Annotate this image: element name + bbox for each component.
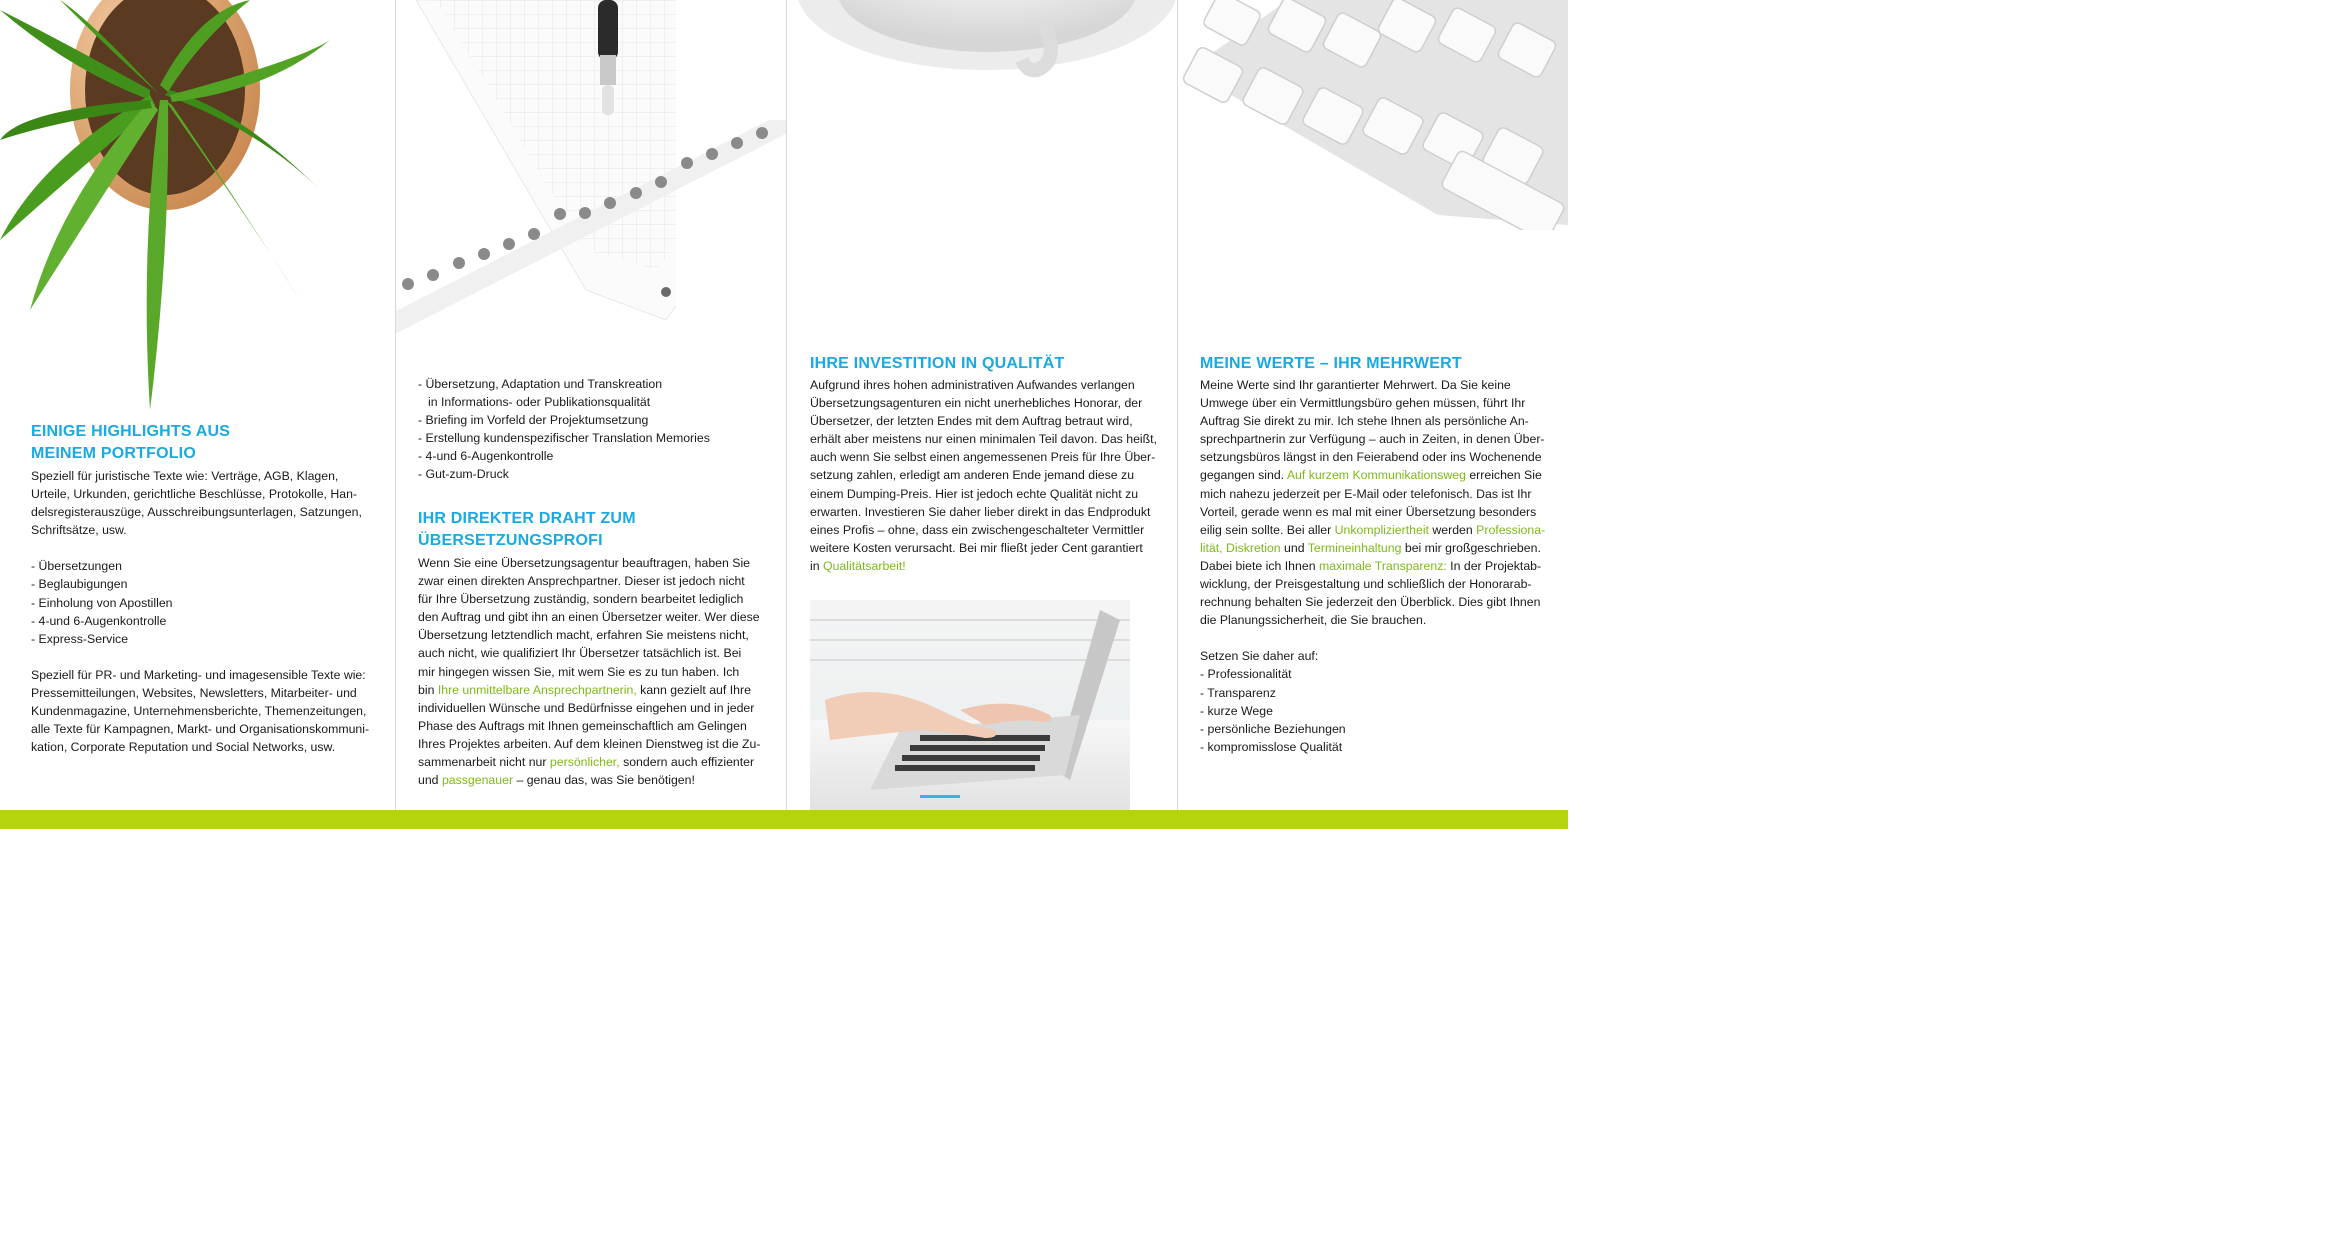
list-item: - Professionalität bbox=[1200, 665, 1565, 683]
quality-body: Aufgrund ihres hohen administrativen Aufwandes verlangen Übersetzungsagenturen ein nicht unerhebliches Honorar, der Übersetzer, der letzten Endes mit dem Auftrag betraut wird, erhält aber meistens nur einen minimalen Teil davon. Das heißt, auch wenn Sie selbst einen angemessenen Preis für Ihre Über- setzung zahlen, erledigt am anderen Ende jemand diese zu einem Dumping-Preis. Hier ist jedoch echte Qualität nicht zu erwarten. Investieren Sie daher lieber direkt in das Endprodukt eines Profis – ohne, dass ein zwischengeschalteter Vermittler weitere Kosten verursacht. Bei mir fließt jeder Cent garantiert in Qualitätsarbeit! bbox=[810, 378, 1157, 573]
list-item: - Transparenz bbox=[1200, 684, 1565, 702]
values-body: Meine Werte sind Ihr garantierter Mehrwert. Da Sie keine Umwege über ein Vermittlungsbüro gehen müssen, führt Ihr Auftrag Sie direkt zu mir. Ich stehe Ihnen als persönliche An- sprechpartnerin zur Verfügung – auch in Zeiten, in denen Über- setzungsbüros längst in den Feierabend oder ins Wochenende gegangen sind. Auf kurzem Kommunikationsweg erreichen Sie mich nahezu jederzeit per E-Mail oder telefonisch. Das ist Ihr Vorteil, gerade wenn es mal mit einer Übersetzung besonders eilig sein sollte. Bei aller Unkompliziertheit werden Professiona- lität, Diskretion und Termineinhaltung bei mir großgeschrieben. Dabei biete ich Ihnen maximale Transparenz: In der Projektab- wicklung, der Preisgestaltung und schließlich der Honorarab- rechnung behalten Sie jederzeit den Überblick. Dies gibt Ihnen die Planungssicherheit, die Sie brauchen. Setzen Sie daher auf: - Professionalität - Transparenz - kurze Wege - persönliche Beziehungen - kompromisslose Qualität bbox=[1200, 376, 1565, 756]
portfolio-body: Speziell für juristische Texte wie: Verträge, AGB, Klagen, Urteile, Urkunden, gerichtliche Beschlüsse, Protokolle, Han- delsregisterauszüge, Ausschreibungsunterlagen, Satzungen, Schriftsätze, usw. - Übersetzungen - Beglaubigungen - Einholung von Apostillen - 4-und 6-Augenkontrolle - Express-Service Speziell für PR- und Marketing- und imagesensible Texte wie: Pressemitteilungen, Websites, Newsletters, Mitarbeiter- und Kundenmagazine, Unternehmensberichte, Themenzeitungen, alle Texte für Kampagnen, Markt- und Organisationskommuni- kation, Corporate Reputation und Social Networks, usw. bbox=[31, 467, 381, 756]
panel-values bbox=[1178, 0, 1568, 810]
list-item: - Einholung von Apostillen bbox=[31, 594, 381, 612]
services-list bbox=[31, 557, 381, 647]
panel-portfolio bbox=[0, 0, 395, 810]
list-item: - Express-Service bbox=[31, 630, 381, 648]
panel-quality bbox=[787, 0, 1177, 810]
list-item: - Beglaubigungen bbox=[31, 575, 381, 593]
list-item: - Übersetzung, Adaptation und Transkreation bbox=[418, 375, 778, 393]
direct-line-heading: IHR DIREKTER DRAHT ZUM ÜBERSETZUNGSPROFI bbox=[418, 510, 636, 549]
list-item: - Übersetzungen bbox=[31, 557, 381, 575]
list-item: - Briefing im Vorfeld der Projektumsetzung bbox=[418, 411, 778, 429]
list-item: - Gut-zum-Druck bbox=[418, 465, 778, 483]
laptop-typing-photo bbox=[810, 600, 1130, 810]
list-item: - kurze Wege bbox=[1200, 702, 1565, 720]
coffee-cup-photo bbox=[787, 0, 1177, 100]
list-item: - persönliche Beziehungen bbox=[1200, 720, 1565, 738]
list-item: - 4-und 6-Augenkontrolle bbox=[31, 612, 381, 630]
footer-accent-bar bbox=[0, 810, 1568, 829]
plant-photo bbox=[0, 0, 330, 420]
quality-heading: IHRE INVESTITION IN QUALITÄT bbox=[810, 355, 1065, 372]
list-item: - Erstellung kundenspezifischer Translation Memories bbox=[418, 429, 778, 447]
services-list-2: - Übersetzung, Adaptation und Transkreation in Informations- oder Publikationsqualität - Briefing im Vorfeld der Projektumsetzung - Erstellung kundenspezifischer Translation Memories - 4-und 6-Augenkontrolle - Gut-zum-Druck bbox=[418, 375, 778, 484]
list-item: - 4-und 6-Augenkontrolle bbox=[418, 447, 778, 465]
portfolio-heading: EINIGE HIGHLIGHTS AUS MEINEM PORTFOLIO bbox=[31, 423, 231, 462]
values-list bbox=[1200, 665, 1565, 755]
direct-line-body: Wenn Sie eine Übersetzungsagentur beauftragen, haben Sie zwar einen direkten Ansprechpartner. Dieser ist jedoch nicht für Ihre Übersetzung zuständig, sondern bearbeitet lediglich den Auftrag und gibt ihn an einen Übersetzer weiter. Wer diese Übersetzung letztendlich macht, erfahren Sie meistens nicht, auch nicht, wie qualifiziert Ihr Übersetzer tatsächlich ist. Bei mir hingegen wissen Sie, mit wem Sie es zu tun haben. Ich bin Ihre unmittelbare Ansprechpartnerin, kann gezielt auf Ihre individuellen Wünsche und Bedürfnisse eingehen und in jeder Phase des Auftrags mit Ihnen gemeinschaftlich am Gelingen Ihres Projektes arbeiten. Auf dem kleinen Dienstweg ist die Zu- sammenarbeit nicht nur persönlicher, sondern auch effizienter und passgenauer – genau das, was Sie benötigen! bbox=[418, 556, 761, 788]
panel-direct-line bbox=[396, 0, 786, 810]
values-heading: MEINE WERTE – IHR MEHRWERT bbox=[1200, 355, 1462, 372]
keyboard-photo bbox=[1178, 0, 1568, 230]
list-item: - kompromisslose Qualität bbox=[1200, 738, 1565, 756]
